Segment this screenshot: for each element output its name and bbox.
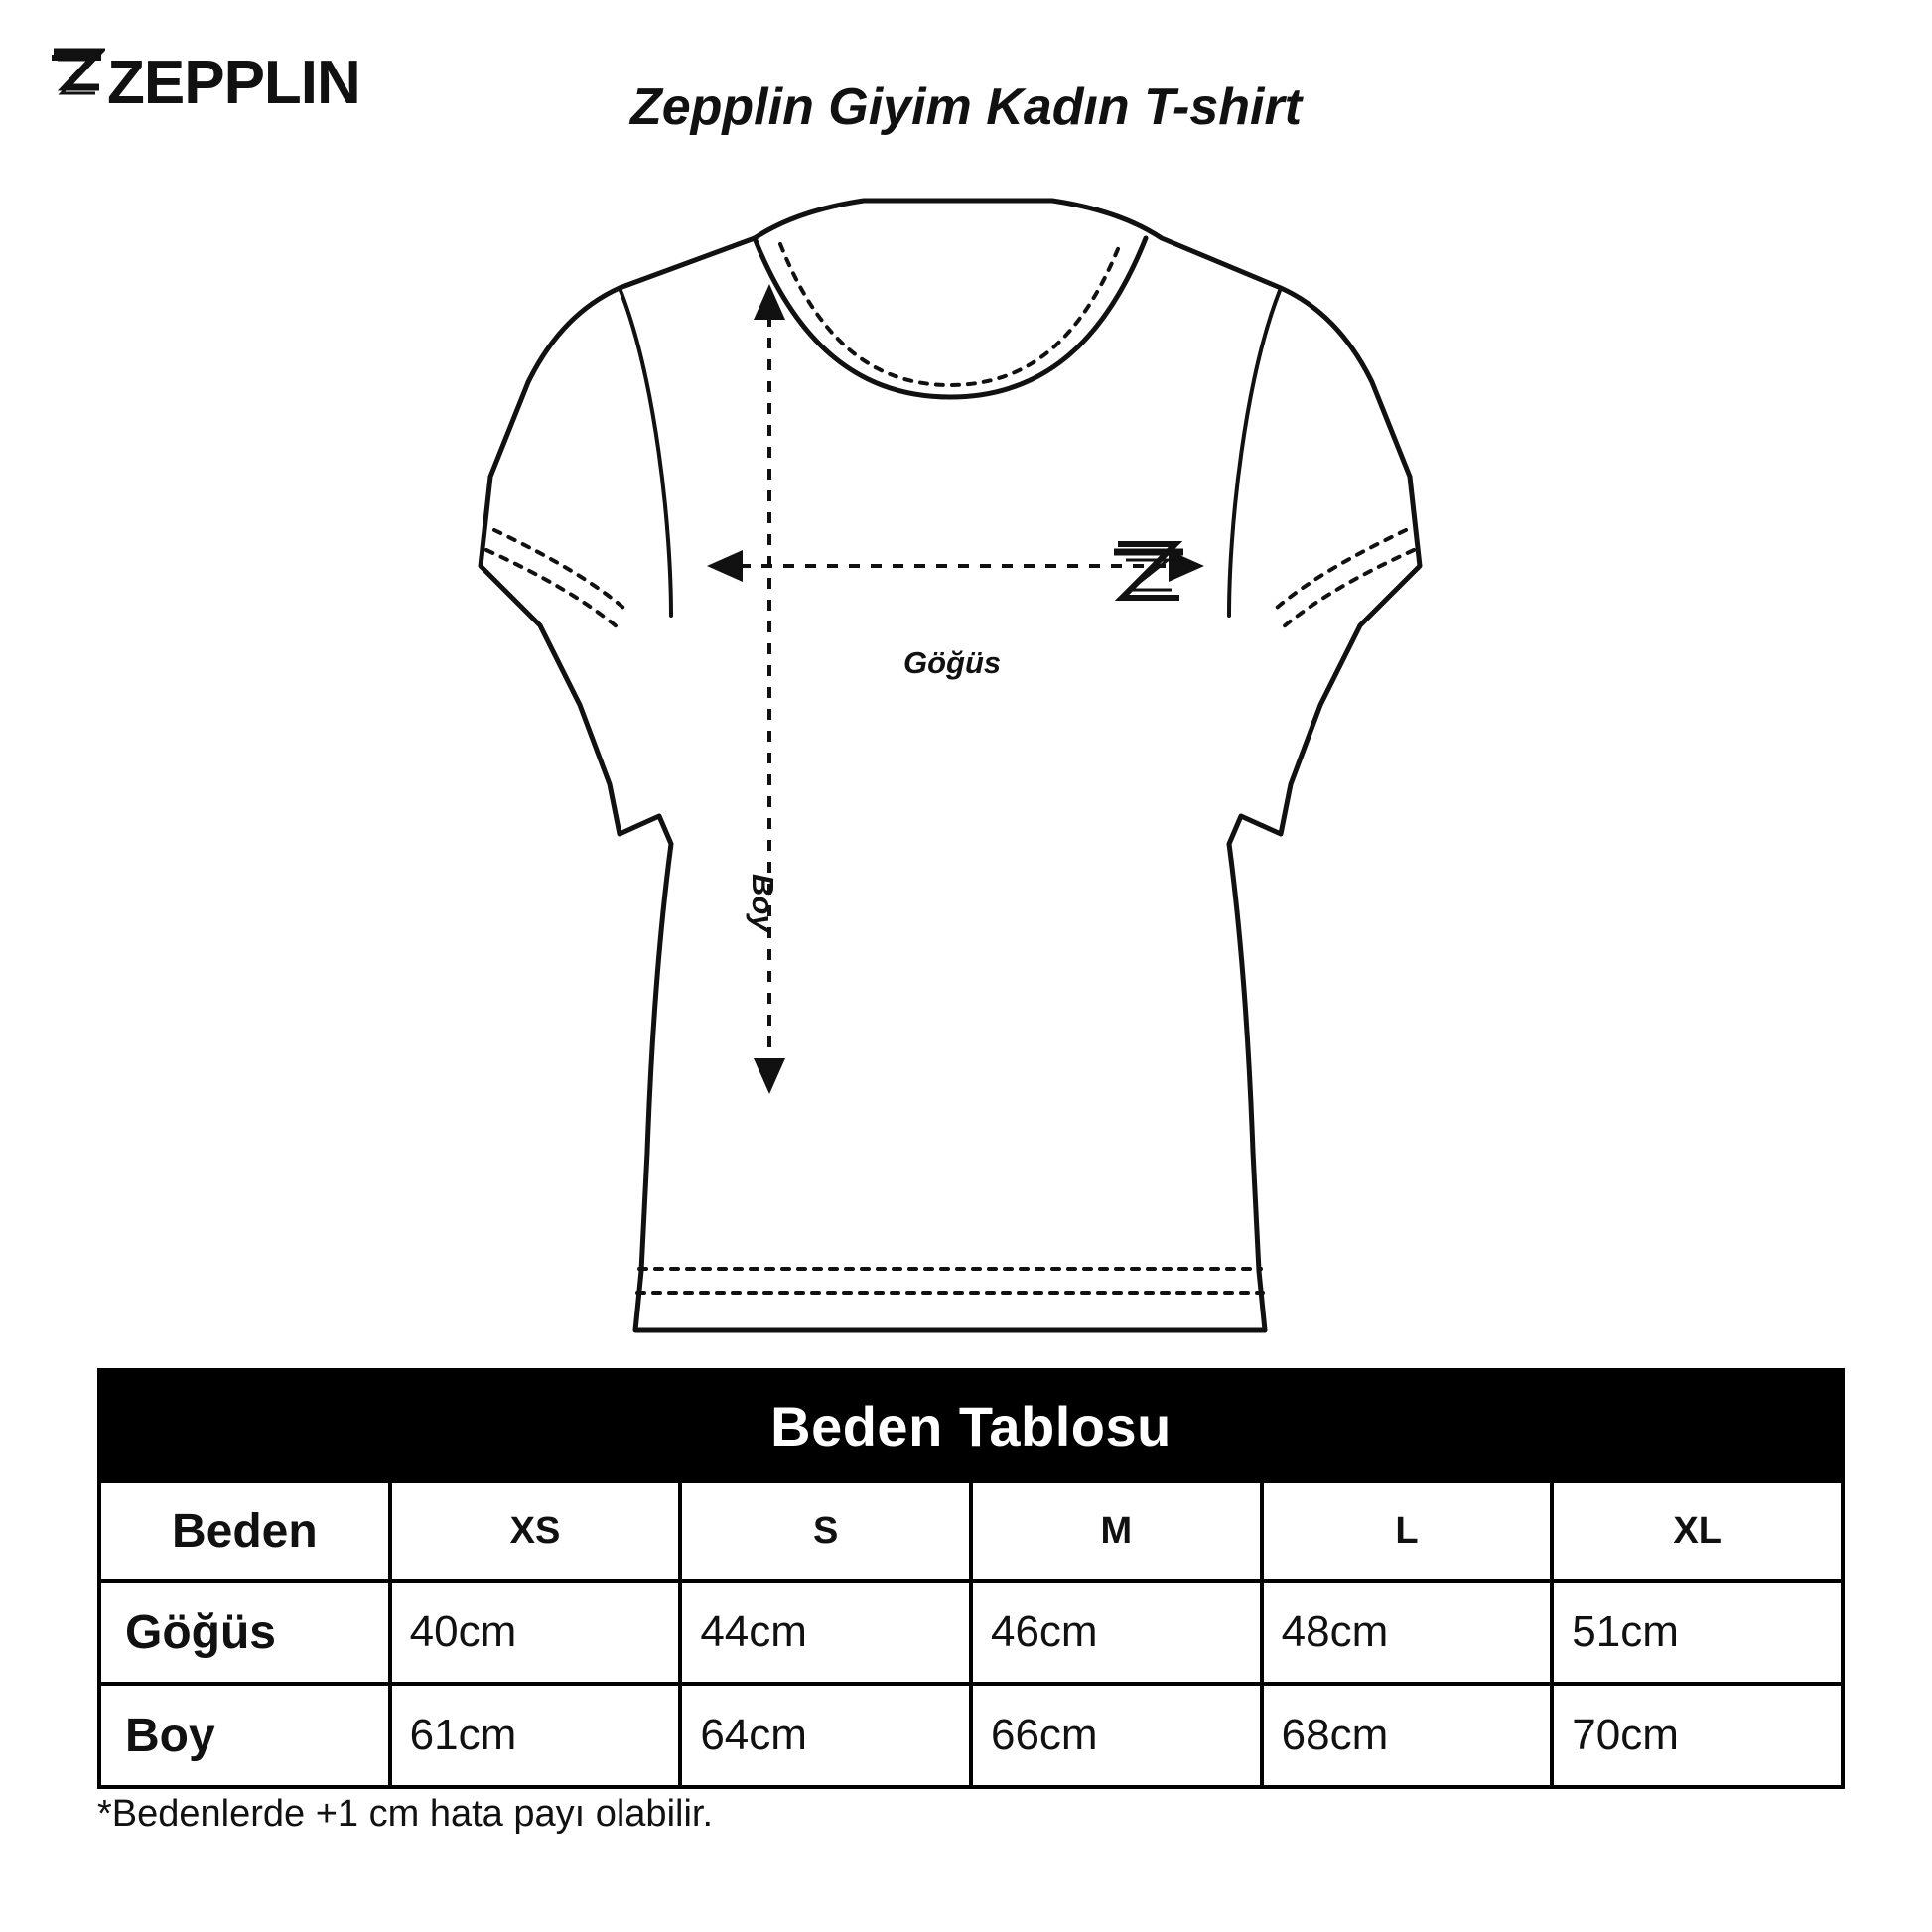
brand-name: ZEPPLIN xyxy=(107,48,360,117)
table-header-row xyxy=(99,1481,1843,1581)
size-table xyxy=(97,1368,1845,1789)
page-title-secondary: Kadın T-shirt xyxy=(986,78,1303,136)
cell-gogus-m: 46cm xyxy=(971,1581,1262,1684)
womens-tshirt-outline xyxy=(481,201,1420,1330)
length-measure-arrow xyxy=(754,284,785,1094)
table-title-row xyxy=(99,1370,1843,1481)
table-title: Beden Tablosu xyxy=(99,1370,1843,1481)
header-cell-m: M xyxy=(971,1481,1262,1581)
header-cell-xs: XS xyxy=(390,1481,681,1581)
brand-logo xyxy=(48,48,360,118)
header-cell-beden: Beden xyxy=(99,1481,390,1581)
header-cell-xl: XL xyxy=(1552,1481,1843,1581)
table-row xyxy=(99,1684,1843,1787)
row-label-gogus: Göğüs xyxy=(99,1581,390,1684)
footnote: *Bedenlerde +1 cm hata payı olabilir. xyxy=(97,1793,714,1835)
cell-boy-xs: 61cm xyxy=(390,1684,681,1787)
cell-gogus-xs: 40cm xyxy=(390,1581,681,1684)
cell-gogus-l: 48cm xyxy=(1262,1581,1553,1684)
cell-boy-m: 66cm xyxy=(971,1684,1262,1787)
cell-boy-s: 64cm xyxy=(680,1684,971,1787)
cell-gogus-xl: 51cm xyxy=(1552,1581,1843,1684)
row-label-boy: Boy xyxy=(99,1684,390,1787)
header-cell-l: L xyxy=(1262,1481,1553,1581)
cell-boy-l: 68cm xyxy=(1262,1684,1553,1787)
page-title-primary: Zepplin Giyim xyxy=(629,78,987,136)
cell-boy-xl: 70cm xyxy=(1552,1684,1843,1787)
z-logo-icon xyxy=(48,48,105,118)
table-row xyxy=(99,1581,1843,1684)
length-measure-label: Boy xyxy=(746,874,780,932)
tshirt-illustration xyxy=(0,149,1932,1340)
chest-measure-label: Göğüs xyxy=(903,645,1002,680)
header-cell-s: S xyxy=(680,1481,971,1581)
cell-gogus-s: 44cm xyxy=(680,1581,971,1684)
